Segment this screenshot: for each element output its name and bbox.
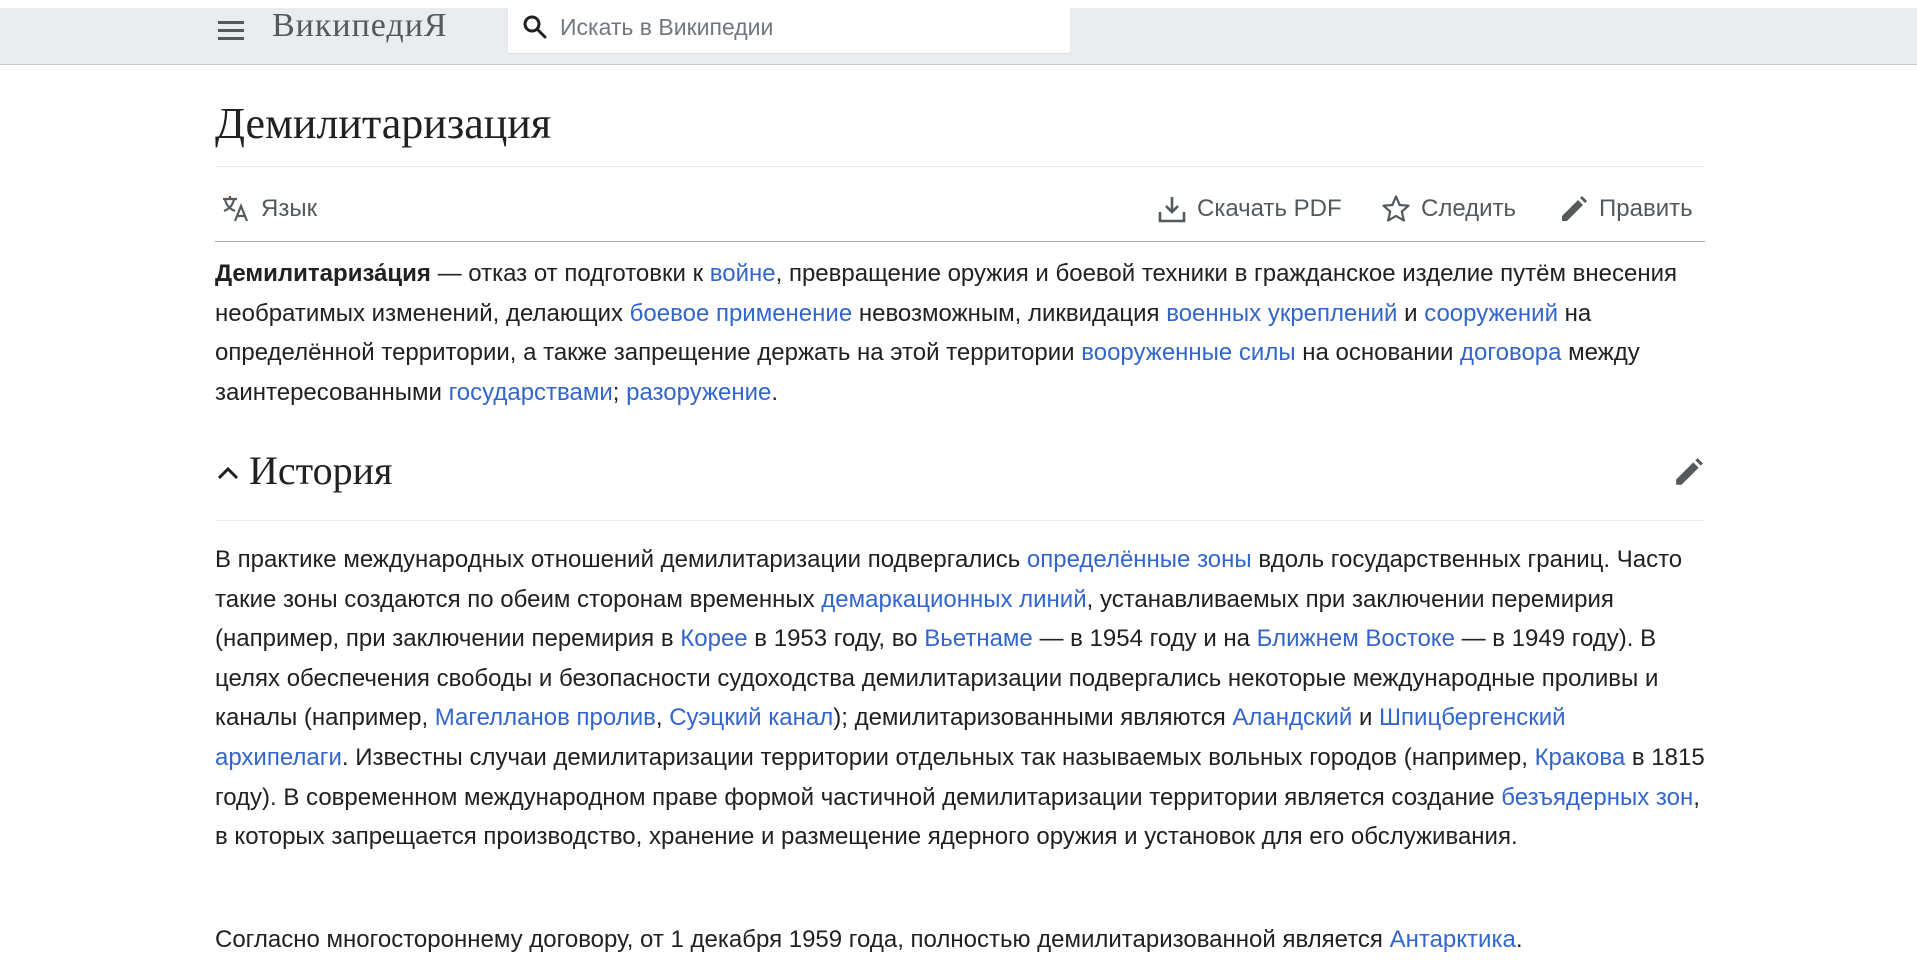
link-vietnam[interactable]: Вьетнаме xyxy=(924,625,1033,653)
star-icon xyxy=(1381,194,1411,224)
history-paragraph xyxy=(215,540,1705,857)
lead-text: между заинтересованными xyxy=(215,339,1640,406)
section-header-history xyxy=(215,446,1705,506)
last-text: . xyxy=(1515,926,1523,953)
lead-text: . xyxy=(771,378,779,406)
page-title: Демилитаризация xyxy=(215,99,552,148)
lead-paragraph xyxy=(215,254,1705,412)
lead-text: , превращение оружия и боевой техники в гражданское изделие путём внесения необратимых изменений, делающих xyxy=(215,260,1677,327)
history-text: В практике международных отношений демилитаризации подвергались xyxy=(215,546,1027,573)
antarctica-paragraph xyxy=(215,920,1705,960)
download-pdf-button[interactable] xyxy=(1157,184,1342,234)
link-spitsbergen[interactable]: Шпицбергенский архипелаги xyxy=(215,704,1566,771)
site-header xyxy=(0,8,1917,65)
history-text: , устанавливаемых при заключении перемирия (например, при заключении перемирия в xyxy=(215,585,1614,653)
search-input[interactable] xyxy=(558,8,1062,46)
link-suez-canal[interactable]: Суэцкий канал xyxy=(669,704,834,732)
watch-button[interactable] xyxy=(1381,184,1516,234)
link-zones[interactable]: определённые зоны xyxy=(1026,546,1252,573)
history-text: в 1815 году). В современном международном праве формой частичной демилитаризации территории является создание xyxy=(215,743,1705,811)
download-label: Скачать PDF xyxy=(1197,195,1342,222)
history-text: , xyxy=(655,704,670,732)
link-korea[interactable]: Корее xyxy=(680,625,748,653)
edit-button[interactable] xyxy=(1559,184,1693,234)
lead-text: на определённой территории, а также запрещение держать на этой территории xyxy=(215,299,1592,367)
chevron-up-icon[interactable] xyxy=(215,460,241,486)
link-combat-use[interactable]: боевое применение xyxy=(629,299,853,327)
lead-text: невозможным, ликвидация xyxy=(852,299,1167,327)
wikipedia-wordmark[interactable]: ВикипедиЯ xyxy=(272,7,448,44)
lead-text: на основании xyxy=(1295,339,1461,367)
history-text: и xyxy=(1352,704,1380,732)
menu-icon[interactable] xyxy=(215,14,247,46)
link-demarcation-lines[interactable]: демаркационных линий xyxy=(821,585,1087,613)
history-text: ); демилитаризованными являются xyxy=(833,704,1233,732)
section-divider xyxy=(215,520,1705,521)
history-text: . Известны случаи демилитаризации территории отдельных так называемых вольных городов (например, xyxy=(341,743,1535,771)
pencil-icon xyxy=(1559,194,1589,224)
link-aland[interactable]: Аландский xyxy=(1232,704,1353,732)
lead-text: и xyxy=(1397,299,1425,327)
link-antarctica[interactable]: Антарктика xyxy=(1389,926,1516,953)
language-label: Язык xyxy=(261,195,318,222)
lead-term: Демилитариза́ция xyxy=(215,260,431,287)
download-icon xyxy=(1157,194,1187,224)
history-text: вдоль государственных границ. Часто такие зоны создаются по обеим сторонам временных xyxy=(215,546,1683,613)
search-icon xyxy=(522,14,548,40)
section-title: История xyxy=(249,448,393,493)
pencil-icon[interactable] xyxy=(1673,456,1705,488)
translate-icon xyxy=(221,194,251,224)
last-text: Согласно многостороннему договору, от 1 декабря 1959 года, полностью демилитаризованной является xyxy=(215,926,1390,953)
history-text: в 1953 году, во xyxy=(747,625,925,653)
page-toolbar xyxy=(215,184,1705,234)
history-text: — в 1954 году и на xyxy=(1032,625,1257,653)
search-box[interactable] xyxy=(508,8,1070,53)
link-states[interactable]: государствами xyxy=(448,378,613,406)
link-structures[interactable]: сооружений xyxy=(1424,299,1558,327)
link-disarmament[interactable]: разоружение xyxy=(626,378,772,406)
toolbar-divider xyxy=(215,241,1705,242)
link-armed-forces[interactable]: вооруженные силы xyxy=(1081,339,1296,367)
history-text: — в 1949 году). В целях обеспечения свободы и безопасности судоходства демилитаризации подвергались некоторые международные проливы и каналы (например, xyxy=(215,625,1659,732)
lead-text: — отказ от подготовки к xyxy=(430,260,710,287)
link-treaty[interactable]: договора xyxy=(1460,339,1562,367)
link-magellan-strait[interactable]: Магелланов пролив xyxy=(434,704,656,732)
link-middle-east[interactable]: Ближнем Востоке xyxy=(1256,625,1455,653)
lead-text: ; xyxy=(612,378,627,406)
edit-label: Править xyxy=(1599,195,1693,222)
history-text: , в которых запрещается производство, хранение и размещение ядерного оружия и установок для его обслуживания. xyxy=(215,783,1700,851)
link-war[interactable]: войне xyxy=(709,260,776,287)
link-krakow[interactable]: Кракова xyxy=(1534,743,1626,771)
link-nuclear-free-zones[interactable]: безъядерных зон xyxy=(1501,783,1694,811)
link-fortifications[interactable]: военных укреплений xyxy=(1166,299,1398,327)
watch-label: Следить xyxy=(1421,195,1517,222)
language-button[interactable] xyxy=(221,184,317,234)
title-divider xyxy=(215,166,1705,167)
